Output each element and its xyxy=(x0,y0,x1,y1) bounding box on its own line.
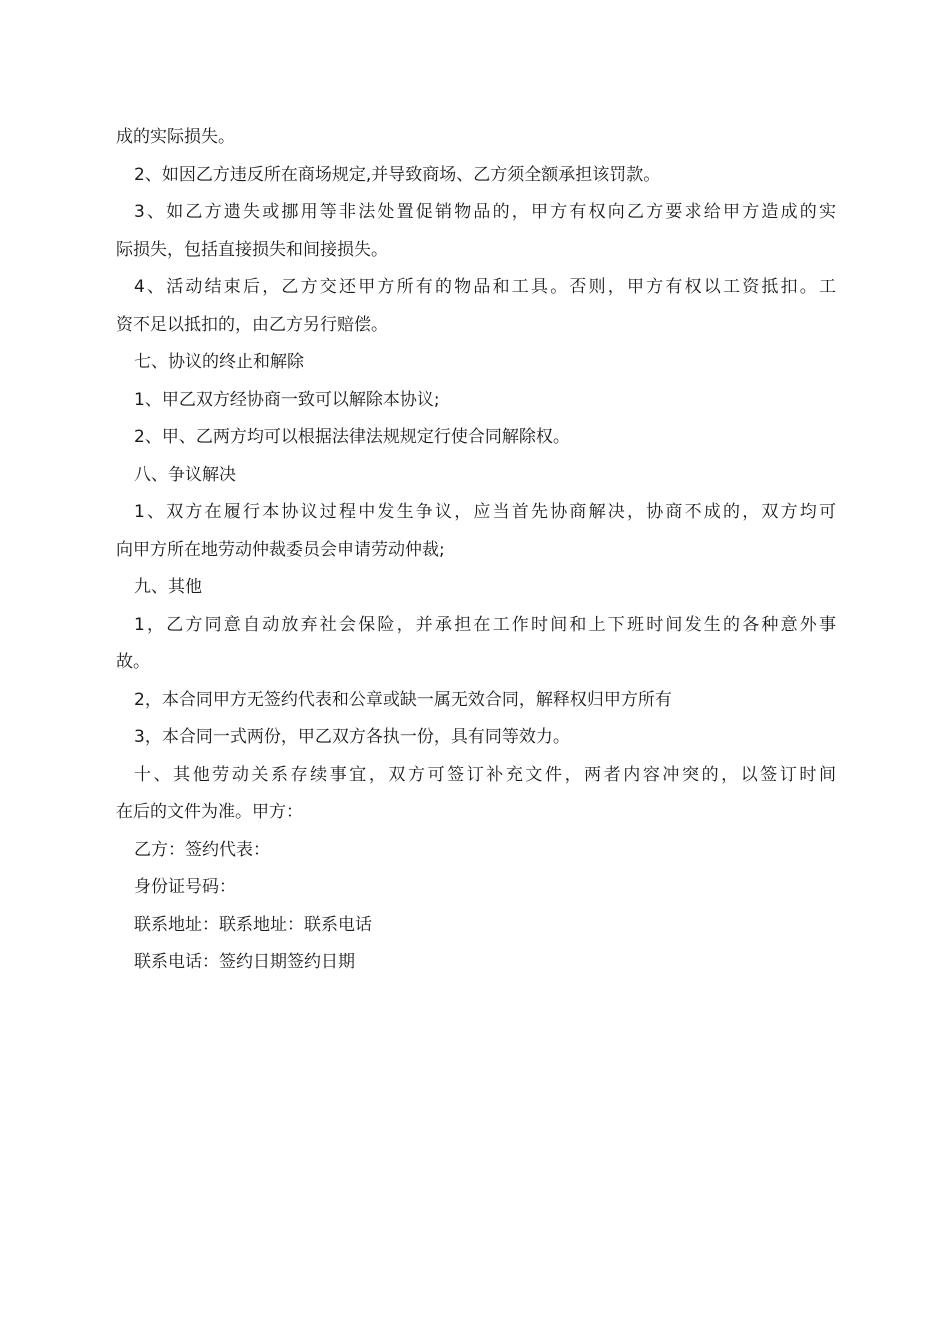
text-line-15: 故。 xyxy=(116,652,150,672)
text-line-12: 向甲方所在地劳动仲裁委员会申请劳动仲裁; xyxy=(116,539,445,560)
text-line-16: 2，本合同甲方无签约代表和公章或缺一属无效合同，解释权归甲方所有 xyxy=(134,689,672,710)
text-line-22: 联系地址：联系地址：联系电话 xyxy=(134,914,372,935)
text-line-3: 3、如乙方遗失或挪用等非法处置促销物品的，甲方有权向乙方要求给甲方造成的实 xyxy=(134,202,836,222)
text-line-11: 1、双方在履行本协议过程中发生争议，应当首先协商解决，协商不成的，双方均可 xyxy=(134,502,836,522)
text-line-21: 身份证号码： xyxy=(134,877,236,897)
text-line-18: 十、其他劳动关系存续事宜，双方可签订补充文件，两者内容冲突的，以签订时间 xyxy=(134,764,836,785)
text-line-4: 际损失，包括直接损失和间接损失。 xyxy=(116,239,388,260)
text-line-14: 1，乙方同意自动放弃社会保险，并承担在工作时间和上下班时间发生的各种意外事 xyxy=(134,614,836,635)
text-line-5: 4、活动结束后，乙方交还甲方所有的物品和工具。否则，甲方有权以工资抵扣。工 xyxy=(134,277,836,297)
text-line-19: 在后的文件为准。甲方： xyxy=(116,802,303,822)
text-line-7: 七、协议的终止和解除 xyxy=(134,352,304,372)
text-line-20: 乙方：签约代表： xyxy=(134,839,270,860)
text-line-23: 联系电话：签约日期签约日期 xyxy=(134,952,355,972)
text-line-10: 八、争议解决 xyxy=(134,464,236,485)
document-page xyxy=(116,119,836,982)
text-line-13: 九、其他 xyxy=(134,577,202,597)
text-line-6: 资不足以抵扣的，由乙方另行赔偿。 xyxy=(116,314,388,335)
text-line-9: 2、甲、乙两方均可以根据法律法规规定行使合同解除权。 xyxy=(134,427,570,447)
text-line-1: 成的实际损失。 xyxy=(116,127,235,147)
text-line-8: 1、甲乙双方经协商一致可以解除本协议; xyxy=(134,389,440,410)
text-line-2: 2、如因乙方违反所在商场规定,并导致商场、乙方须全额承担该罚款。 xyxy=(134,164,661,185)
text-line-17: 3，本合同一式两份，甲乙双方各执一份，具有同等效力。 xyxy=(134,727,570,747)
